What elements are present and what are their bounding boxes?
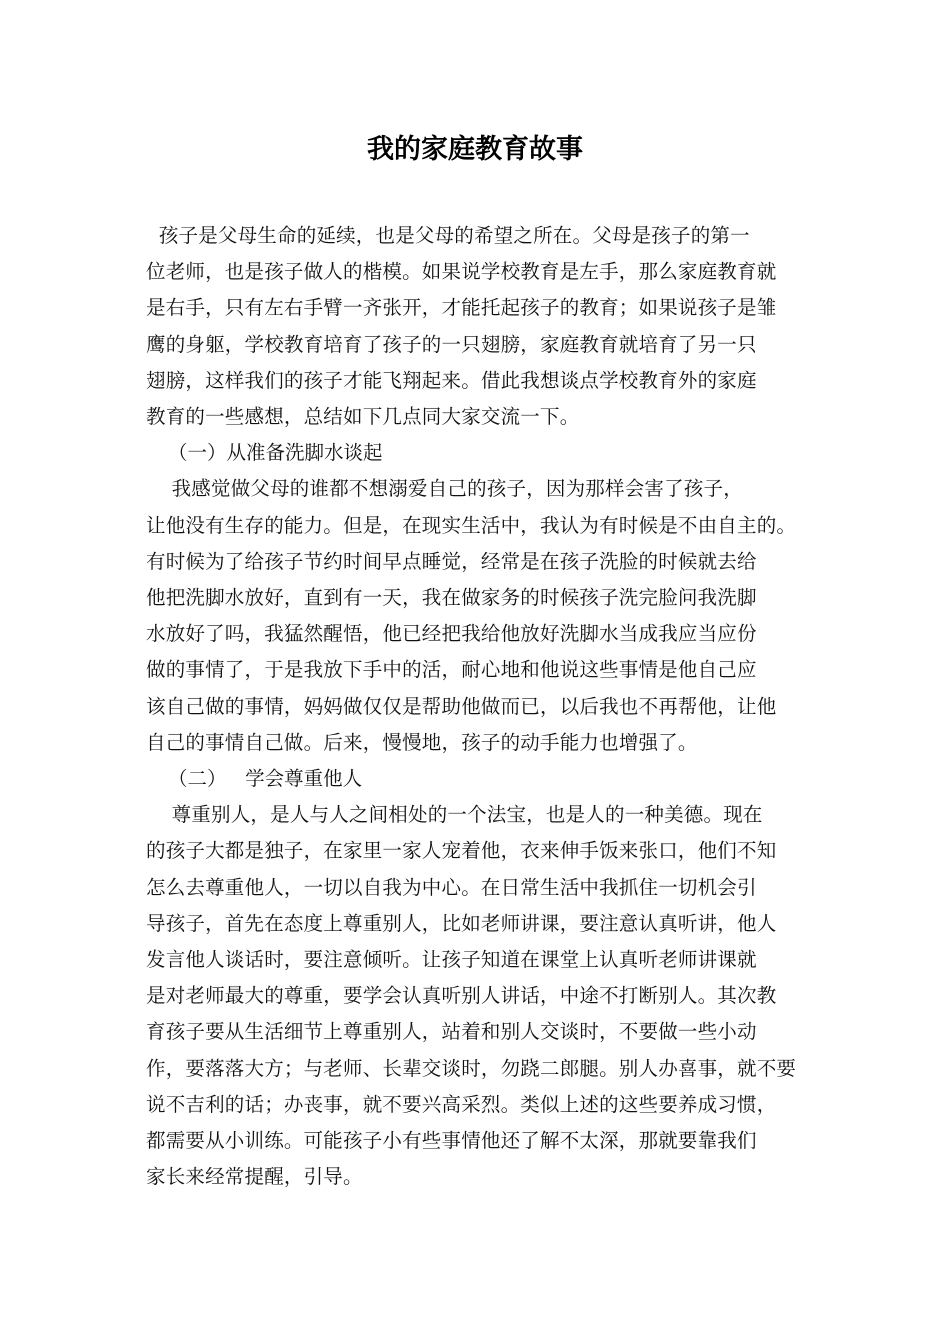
text-line: 有时候为了给孩子节约时间早点睡觉，经常是在孩子洗脸的时候就去给	[146, 549, 757, 573]
document-body	[146, 218, 808, 1195]
section-1-paragraph	[146, 471, 808, 761]
text-line: 水放好了吗，我猛然醒悟，他已经把我给他放好洗脚水当成我应当应份	[146, 622, 757, 646]
text-line: 家长来经常提醒，引导。	[146, 1165, 363, 1189]
text-line: 发言他人谈话时，要注意倾听。让孩子知道在课堂上认真听老师讲课就	[146, 948, 757, 972]
text-line: 都需要从小训练。可能孩子小有些事情他还了解不太深，那就要靠我们	[146, 1129, 757, 1153]
section-2-paragraph	[146, 797, 808, 1195]
text-line: 自己的事情自己做。后来，慢慢地，孩子的动手能力也增强了。	[146, 730, 698, 754]
text-line: 我感觉做父母的谁都不想溺爱自己的孩子，因为那样会害了孩子，	[146, 477, 743, 501]
text-line: 翅膀，这样我们的孩子才能飞翔起来。借此我想谈点学校教育外的家庭	[146, 368, 757, 392]
section-heading-1: （一）从准备洗脚水谈起	[168, 441, 383, 465]
text-line: 怎么去尊重他人，一切以自我为中心。在日常生活中我抓住一切机会引	[146, 875, 757, 899]
text-line: 是右手，只有左右手臂一齐张开，才能托起孩子的教育；如果说孩子是雏	[146, 296, 777, 320]
document-title: 我的家庭教育故事	[367, 134, 583, 165]
text-line: 让他没有生存的能力。但是，在现实生活中，我认为有时候是不由自主的。	[146, 513, 797, 537]
text-line: 导孩子，首先在态度上尊重别人，比如老师讲课，要注意认真听讲，他人	[146, 911, 777, 935]
text-line: 育孩子要从生活细节上尊重别人，站着和别人交谈时，不要做一些小动	[146, 1020, 757, 1044]
text-line: 孩子是父母生命的延续，也是父母的希望之所在。父母是孩子的第一	[146, 224, 750, 247]
text-line: 位老师，也是孩子做人的楷模。如果说学校教育是左手，那么家庭教育就	[146, 260, 777, 284]
text-line: 说不吉利的话；办丧事，就不要兴高采烈。类似上述的这些要养成习惯，	[146, 1092, 777, 1116]
text-line: 鹰的身躯，学校教育培育了孩子的一只翅膀，家庭教育就培育了另一只	[146, 332, 757, 356]
intro-paragraph	[146, 218, 808, 435]
text-line: 作，要落落大方；与老师、长辈交谈时，勿跷二郎腿。别人办喜事，就不要	[146, 1056, 797, 1080]
text-line: 教育的一些感想，总结如下几点同大家交流一下。	[146, 405, 580, 429]
text-line: 是对老师最大的尊重，要学会认真听别人讲话，中途不打断别人。其次教	[146, 984, 777, 1008]
text-line: 该自己做的事情，妈妈做仅仅是帮助他做而已，以后我也不再帮他，让他	[146, 694, 777, 718]
text-line: 做的事情了，于是我放下手中的活，耐心地和他说这些事情是他自己应	[146, 658, 757, 682]
section-heading-2: （二） 学会尊重他人	[168, 767, 363, 791]
text-line: 尊重别人，是人与人之间相处的一个法宝，也是人的一种美德。现在	[146, 803, 763, 827]
text-line: 他把洗脚水放好，直到有一天，我在做家务的时候孩子洗完脸问我洗脚	[146, 586, 757, 610]
text-line: 的孩子大都是独子，在家里一家人宠着他，衣来伸手饭来张口，他们不知	[146, 839, 777, 863]
